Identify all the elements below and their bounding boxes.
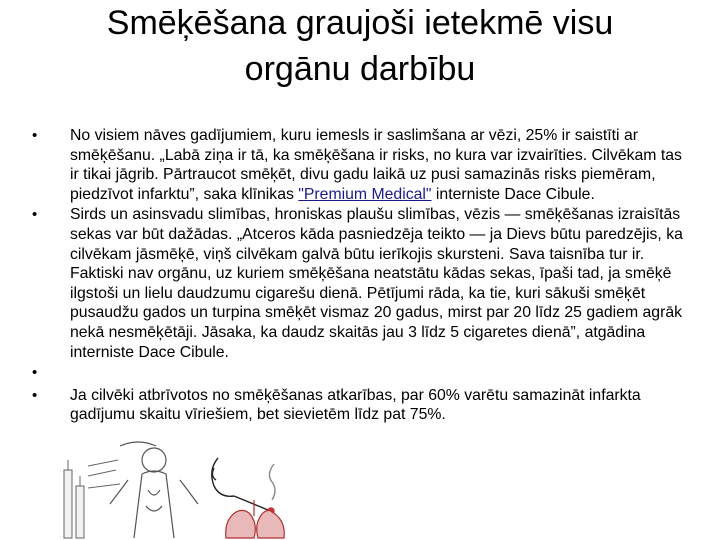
bullet-marker: •: [32, 386, 38, 404]
bullet-text: No visiem nāves gadījumiem, kuru iemesls ir saslimšana ar vēzi, 25% ir saistīti ar smēķēšanu. „Labā ziņa ir tā, ka smēķēšana ir risks, no kura var izvairīties. Cilvēkam tas ir tikai jāgrib. Pārtraucot smēķēt, divu gadu laikā uz pusi samazinās risks piemēram, piedzīvot infarktu”, saka klīnikas: [70, 127, 682, 203]
smoker-anatomy-illustration-icon: [58, 440, 318, 540]
title-line-1: Smēķēšana graujoši ietekmē visu: [106, 4, 614, 42]
premium-medical-link[interactable]: "Premium Medical": [298, 185, 432, 203]
bullet-item: [32, 205, 684, 362]
bullet-marker: •: [32, 127, 38, 144]
bullet-item-empty: [32, 363, 684, 383]
bullet-marker: •: [32, 206, 38, 224]
bullet-text: Ja cilvēki atbrīvotos no smēķēšanas atkarības, par 60% varētu samazināt infarkta gadījumu skaitu vīriešiem, bet sievietēm līdz pat 75%.: [70, 386, 641, 424]
bullet-marker: •: [32, 364, 38, 382]
bullet-list: [32, 126, 684, 425]
slide-title: [0, 0, 720, 92]
bullet-text: Sirds un asinsvadu slimības, hroniskas plaušu slimības, vēzis — smēķēšanas izraisītās sekas var būt dažādas. „Atceros kāda pasniedzēja teikto — ja Dievs būtu paredzējis, ka cilvēkam jāsmēķē, viņš cilvēkam galvā būtu ierīkojis skursteni. Sava taisnība tur ir. Faktiski nav orgānu, uz kuriem smēķēšana neatstātu kādas sekas, īpaši tad, ja smēķē ilgstoši un lielu daudzumu cigarešu dienā. Pētījumi rāda, ka tie, kuri sākuši smēķēt pusaudžu gados un turpina smēķēt vismaz 20 gadus, mirst par 20 līdz 25 gadiem agrāk nekā nesmēķētāji. Jāsaka, ka daudz skaitās jau 3 līdz 5 cigaretes dienā”, atgādina interniste Dace Cibule.: [70, 206, 683, 361]
title-line-2: orgānu darbību: [244, 50, 476, 88]
bullet-item: [32, 126, 684, 204]
bullet-text-tail: interniste Dace Cibule.: [431, 185, 595, 203]
bullet-item: [32, 386, 684, 425]
